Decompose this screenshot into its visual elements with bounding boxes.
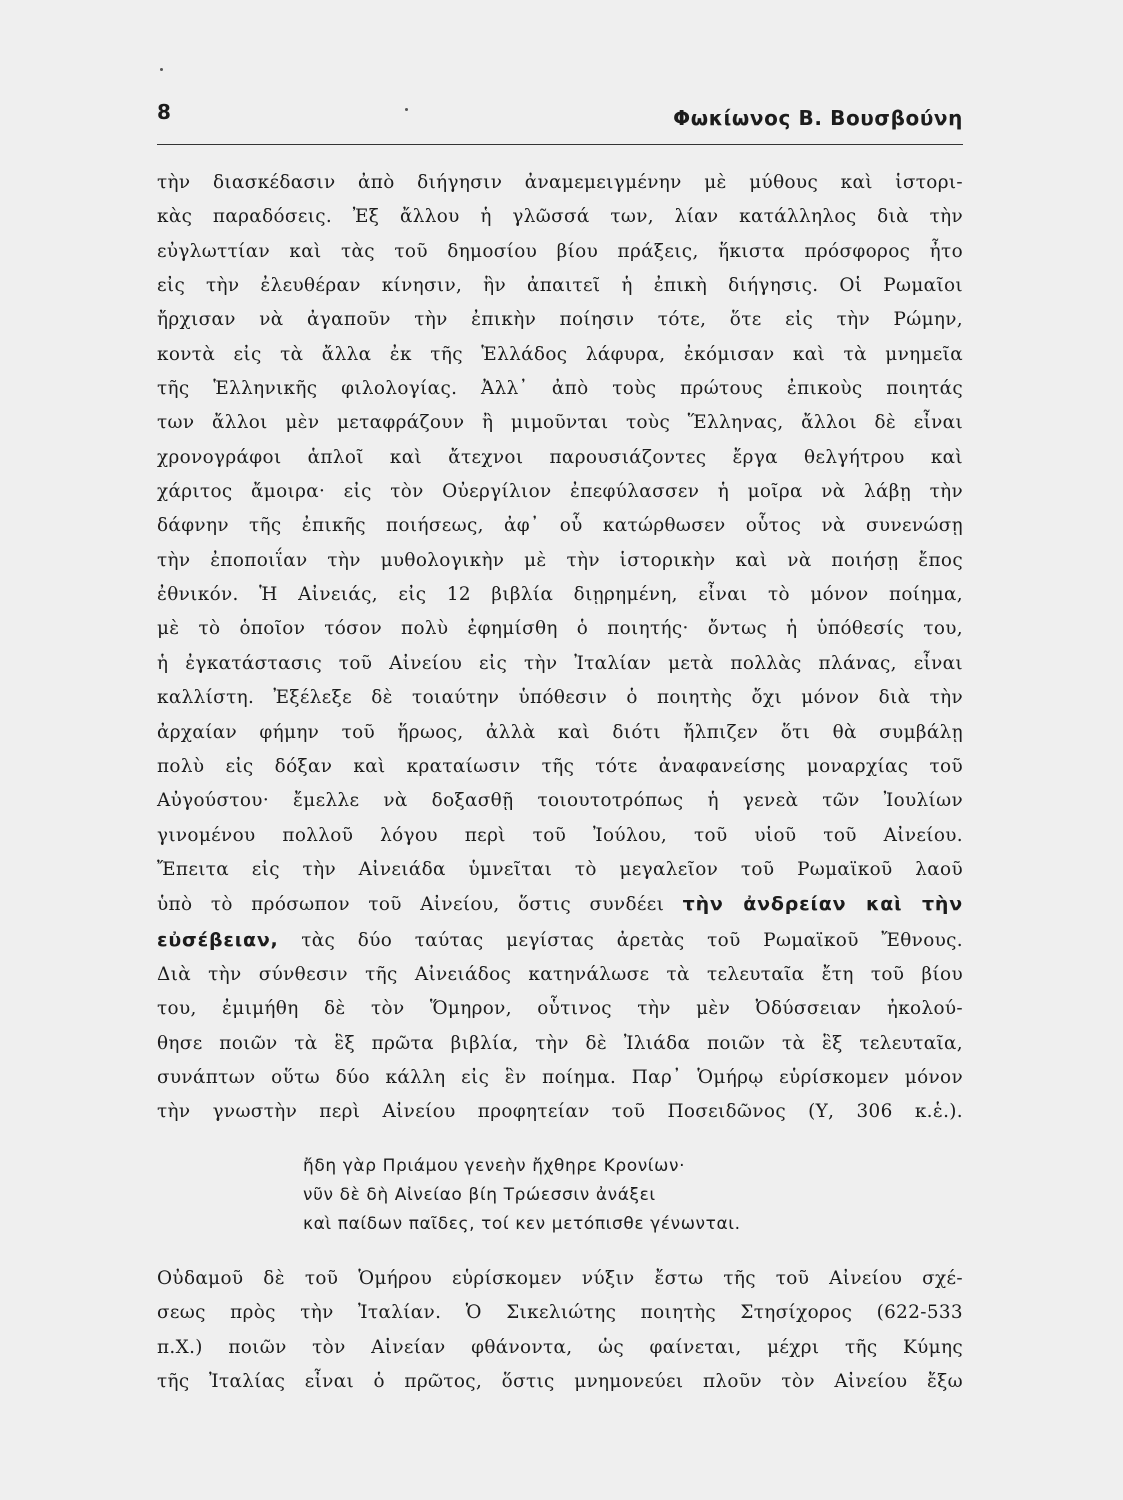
line-text: ὑπὸ τὸ πρόσωπον τοῦ Αἰνείου, ὅστις συνδέει [157,894,683,916]
text-line: εὐγλωττίαν καὶ τὰς τοῦ δημοσίου βίου πράξεις, ἥκιστα πρόσφορος ἦτο [157,240,963,262]
page-header [157,100,963,145]
text-line: Οὐδαμοῦ δὲ τοῦ Ὁμήρου εὑρίσκομεν νύξιν ἔστω τῆς τοῦ Αἰνείου σχέ- [157,1268,963,1289]
text-line: Διὰ τὴν σύνθεσιν τῆς Αἰνειάδος κατηνάλωσε τὰ τελευταῖα ἔτη τοῦ βίου [157,963,963,985]
running-title: Φωκίωνος Β. Βουσβούνη [673,106,963,130]
text-line: Ἔπειτα εἰς τὴν Αἰνειάδα ὑμνεῖται τὸ μεγαλεῖον τοῦ Ρωμαϊκοῦ λαοῦ [157,858,963,880]
text-line: τῆς Ἰταλίας εἶναι ὁ πρῶτος, ὅστις μνημονεύει πλοῦν τὸν Αἰνείου ἔξω [157,1371,963,1393]
text-line: τὴν γνωστὴν περὶ Αἰνείου προφητείαν τοῦ Ποσειδῶνος (Υ, 306 κ.ἑ.). [157,1101,963,1123]
text-line: εἰς τὴν ἐλευθέραν κίνησιν, ἣν ἀπαιτεῖ ἡ ἐπικὴ διήγησις. Οἱ Ρωμαῖοι [157,275,963,297]
text-line: πολὺ εἰς δόξαν καὶ κραταίωσιν τῆς τότε ἀναφανείσης μοναρχίας τοῦ [157,755,963,777]
text-line: ἀρχαίαν φήμην τοῦ ἥρωος, ἀλλὰ καὶ διότι ἤλπιζεν ὅτι θὰ συμβάλῃ [157,721,963,743]
main-paragraph [157,166,963,1130]
verse-line: νῦν δὲ δὴ Αἰνείαο βίη Τρώεσσιν ἀνάξει [303,1185,656,1205]
homer-quotation [303,1152,863,1239]
text-line: μὲ τὸ ὁποῖον τόσον πολὺ ἐφημίσθη ὁ ποιητής· ὄντως ἡ ὑπόθεσίς του, [157,618,963,640]
text-line: των ἄλλοι μὲν μεταφράζουν ἢ μιμοῦνται τοὺς Ἕλληνας, ἄλλοι δὲ εἶναι [157,412,963,434]
text-line: κὰς παραδόσεις. Ἐξ ἄλλου ἡ γλῶσσά των, λίαν κατάλληλος διὰ τὴν [157,206,963,228]
text-line: κοντὰ εἰς τὰ ἄλλα ἐκ τῆς Ἑλλάδος λάφυρα, ἐκόμισαν καὶ τὰ μνημεῖα [157,343,963,365]
text-line: σεως πρὸς τὴν Ἰταλίαν. Ὁ Σικελιώτης ποιητὴς Στησίχορος (622-533 [157,1302,963,1324]
text-line: θησε ποιῶν τὰ ἓξ πρῶτα βιβλία, τὴν δὲ Ἰλιάδα ποιῶν τὰ ἓξ τελευταῖα, [157,1032,963,1054]
text-line: ἡ ἐγκατάστασις τοῦ Αἰνείου εἰς τὴν Ἰταλίαν μετὰ πολλὰς πλάνας, εἶναι [157,652,963,674]
text-line: ἤρχισαν νὰ ἀγαποῦν τὴν ἐπικὴν ποίησιν τότε, ὅτε εἰς τὴν Ρώμην, [157,309,963,331]
text-line: χάριτος ἄμοιρα· εἰς τὸν Οὐεργίλιον ἐπεφύλασσεν ἡ μοῖρα νὰ λάβῃ τὴν [157,481,963,503]
text-line: συνάπτων οὕτω δύο κάλλη εἰς ἓν ποίημα. Παρ᾿ Ὁμήρῳ εὑρίσκομεν μόνον [157,1066,963,1088]
text-line: Αὐγούστου· ἔμελλε νὰ δοξασθῇ τοιουτοτρόπως ἡ γενεὰ τῶν Ἰουλίων [157,790,963,812]
verse-line: ἤδη γὰρ Πριάμου γενεὴν ἤχθηρε Κρονίων· [303,1156,686,1176]
text-line: χρονογράφοι ἁπλοῖ καὶ ἄτεχνοι παρουσιάζοντες ἔργα θελγήτρου καὶ [157,446,963,468]
emphasis-text: εὐσέβειαν, [157,928,279,951]
page-number: 8 [157,100,171,124]
text-line: τὴν ἐποποιΐαν τὴν μυθολογικὴν μὲ τὴν ἱστορικὴν καὶ νὰ ποιήσῃ ἔπος [157,549,963,571]
text-line: γινομένου πολλοῦ λόγου περὶ τοῦ Ἰούλου, τοῦ υἱοῦ τοῦ Αἰνείου. [157,824,963,846]
text-line: τὴν διασκέδασιν ἀπὸ διήγησιν ἀναμεμειγμένην μὲ μύθους καὶ ἱστορι- [157,172,963,193]
text-line: ἐθνικόν. Ἡ Αἰνειάς, εἰς 12 βιβλία διῃρημένη, εἶναι τὸ μόνον ποίημα, [157,584,963,606]
text-line: του, ἐμιμήθη δὲ τὸν Ὅμηρον, οὗτινος τὴν μὲν Ὀδύσσειαν ἠκολού- [157,998,963,1020]
paper-speck [160,68,163,71]
text-line: π.Χ.) ποιῶν τὸν Αἰνείαν φθάνοντα, ὡς φαίνεται, μέχρι τῆς Κύμης [157,1336,963,1358]
emphasis-text: τὴν ἀνδρείαν καὶ τὴν [682,893,963,916]
text-line: δάφνην τῆς ἐπικῆς ποιήσεως, ἀφ᾿ οὗ κατώρθωσεν οὗτος νὰ συνενώσῃ [157,515,963,537]
verse-line: καὶ παίδων παῖδες, τοί κεν μετόπισθε γένωνται. [303,1214,741,1234]
text-line: τῆς Ἑλληνικῆς φιλολογίας. Ἀλλ᾿ ἀπὸ τοὺς πρώτους ἐπικοὺς ποιητάς [157,378,963,400]
text-line-with-emphasis [157,923,963,958]
second-paragraph [157,1262,963,1399]
text-line: καλλίστη. Ἐξέλεξε δὲ τοιαύτην ὑπόθεσιν ὁ ποιητὴς ὄχι μόνον διὰ τὴν [157,687,963,709]
text-line-with-emphasis [157,887,963,922]
line-text: τὰς δύο ταύτας μεγίστας ἀρετὰς τοῦ Ρωμαϊκοῦ Ἔθνους. [278,929,963,951]
